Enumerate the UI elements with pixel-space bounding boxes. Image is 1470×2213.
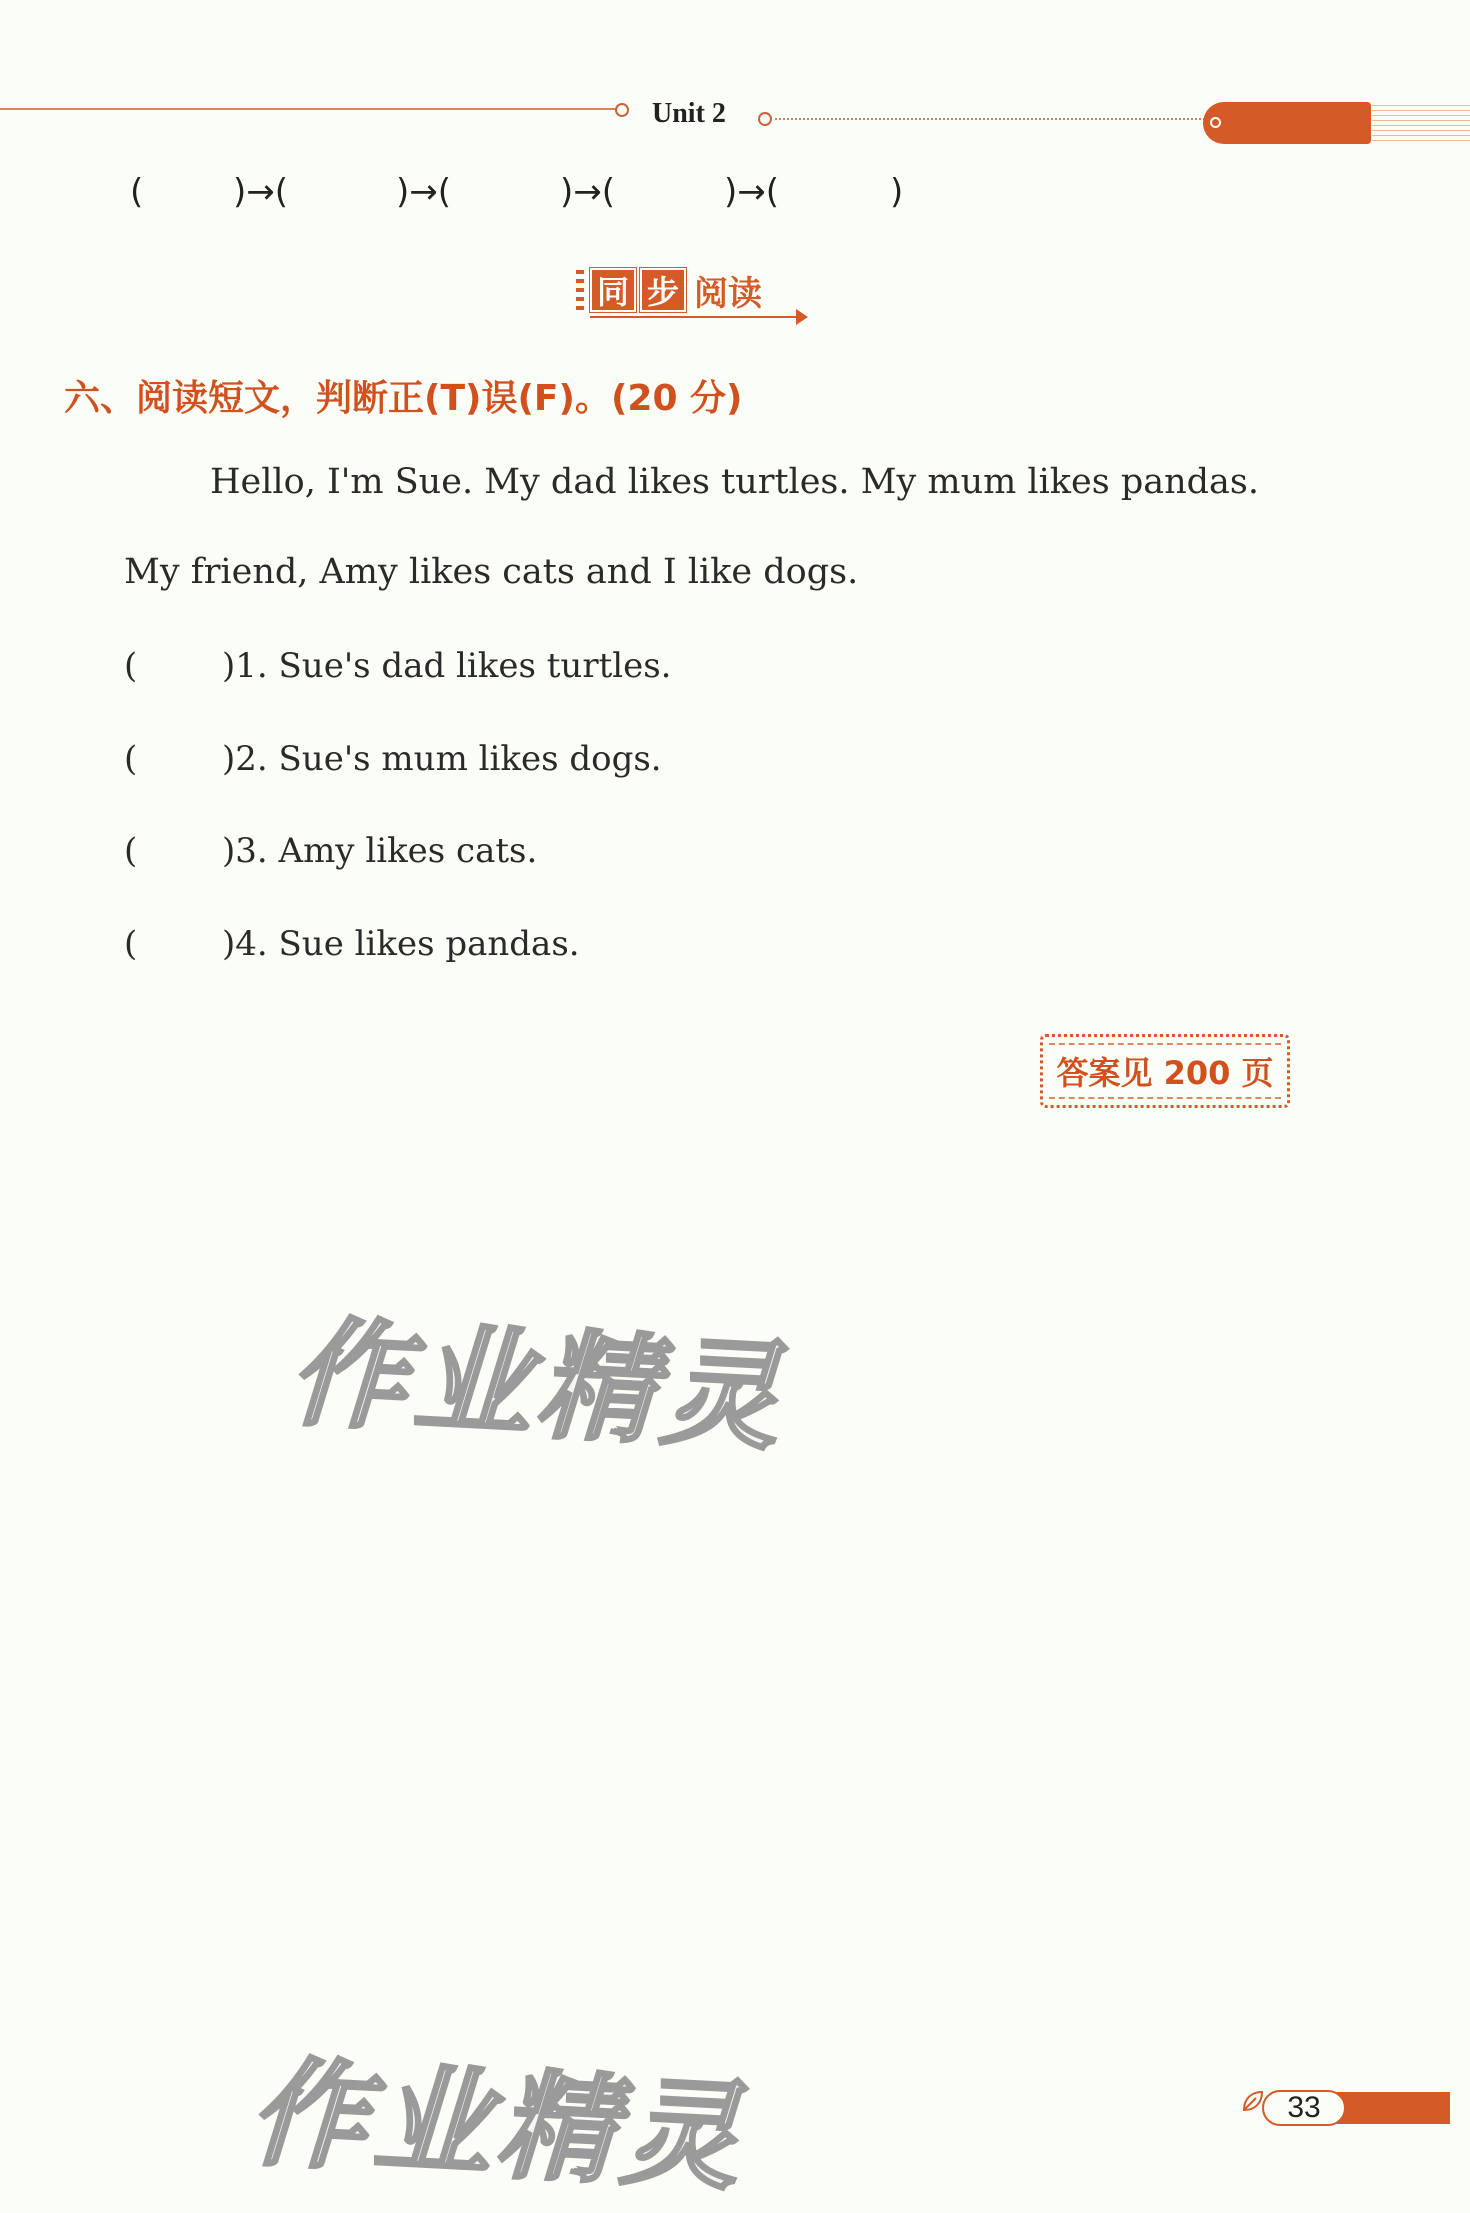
footer-bar bbox=[1335, 2092, 1450, 2124]
list-item bbox=[124, 739, 662, 779]
sequence-slot-2: )→( bbox=[233, 172, 289, 212]
section-badge-box-1: 同 bbox=[590, 268, 636, 312]
answer-reference-text: 答案见 200 页 bbox=[1056, 1054, 1274, 1092]
sequence-slot-5: )→( bbox=[724, 172, 780, 212]
list-item bbox=[124, 831, 537, 871]
sequence-slot-4: )→( bbox=[560, 172, 616, 212]
watermark-logo-2: 作业精灵 bbox=[246, 2043, 749, 2207]
passage-line-1: Hello, I'm Sue. My dad likes turtles. My mum likes pandas. bbox=[210, 462, 1259, 502]
sequence-slot-3: )→( bbox=[396, 172, 452, 212]
arrow-right-icon bbox=[796, 309, 808, 325]
header-stripes bbox=[1372, 105, 1470, 141]
item-text: )1. Sue's dad likes turtles. bbox=[222, 646, 672, 686]
passage-line-2: My friend, Amy likes cats and I like dogs. bbox=[124, 552, 859, 592]
sequence-slot-6: ) bbox=[890, 172, 904, 212]
item-text: )3. Amy likes cats. bbox=[222, 831, 538, 871]
item-text: )2. Sue's mum likes dogs. bbox=[222, 739, 662, 779]
header-circle-left-icon bbox=[615, 103, 629, 117]
page-number-pill bbox=[1262, 2090, 1346, 2126]
answer-blank[interactable]: ( bbox=[124, 831, 138, 871]
section-badge-deco bbox=[576, 270, 584, 310]
header-tab bbox=[1203, 102, 1371, 144]
header-circle-right-icon bbox=[758, 112, 772, 126]
question-heading: 六、阅读短文，判断正(T)误(F)。(20 分) bbox=[64, 378, 743, 419]
answer-blank[interactable]: ( bbox=[124, 739, 138, 779]
answer-blank[interactable]: ( bbox=[124, 924, 138, 964]
answer-blank[interactable]: ( bbox=[124, 646, 138, 686]
section-badge-text: 阅读 bbox=[694, 273, 762, 314]
watermark-logo-1: 作业精灵 bbox=[286, 1303, 789, 1467]
answer-reference-box bbox=[1040, 1034, 1290, 1108]
item-text: )4. Sue likes pandas. bbox=[222, 924, 580, 964]
list-item bbox=[124, 924, 580, 964]
sequence-slot-1: ( bbox=[130, 172, 144, 212]
section-badge-box-2: 步 bbox=[640, 268, 686, 312]
header-tab-dot-icon bbox=[1210, 117, 1221, 128]
section-badge bbox=[590, 268, 762, 312]
page-number: 33 bbox=[1287, 2091, 1321, 2124]
header-rule-right bbox=[775, 118, 1205, 120]
header-rule-left bbox=[0, 108, 615, 110]
list-item bbox=[124, 646, 672, 686]
section-badge-arrow-line bbox=[590, 316, 800, 318]
unit-title: Unit 2 bbox=[652, 98, 726, 129]
